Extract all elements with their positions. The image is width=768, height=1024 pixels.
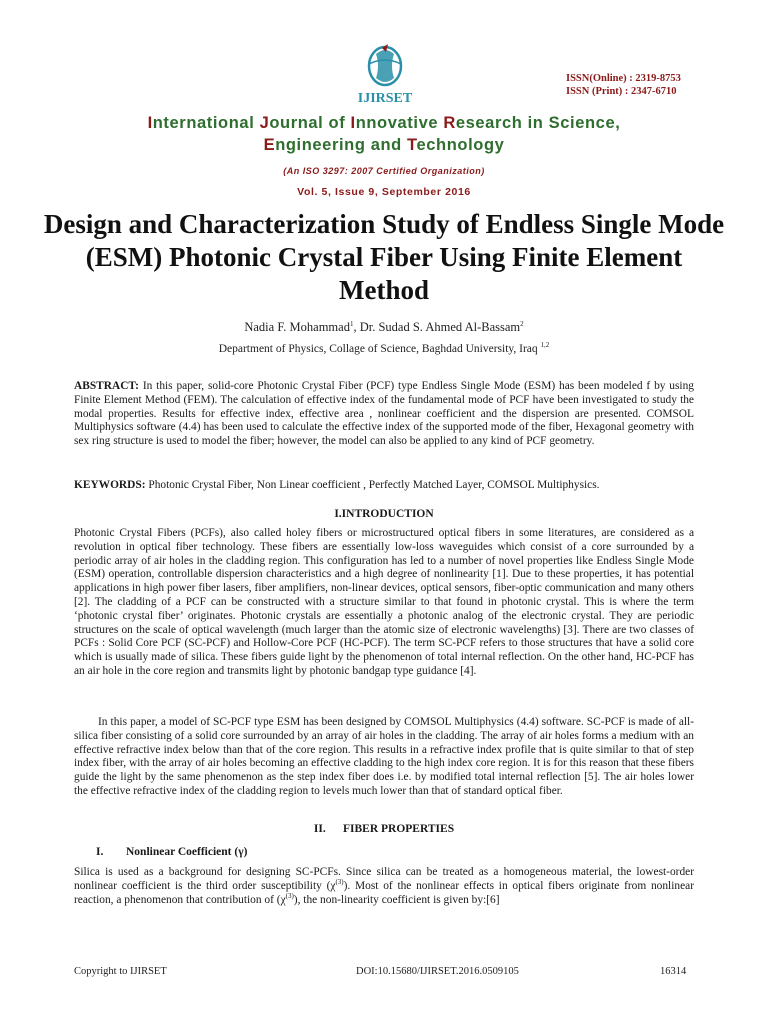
organization-note: (An ISO 3297: 2007 Certified Organization) — [283, 166, 485, 176]
journal-word: ournal of — [269, 114, 351, 132]
chi-symbol: χ — [280, 893, 286, 906]
section-heading-introduction: I.INTRODUCTION — [334, 508, 434, 520]
paragraph-text: ). Most of the nonlinear effects in optical fibers originate from nonlinear reaction, a phenomenon that contribution of ( — [74, 879, 694, 906]
subsection-title: Nonlinear Coefficient (γ) — [126, 846, 248, 858]
journal-word: nternational — [152, 114, 260, 132]
issn-block — [566, 72, 681, 98]
affiliation-superscript: 1,2 — [540, 341, 550, 350]
chi-superscript: (3) — [285, 891, 294, 900]
author-separator: , — [353, 320, 360, 334]
author-name: Dr. Sudad S. Ahmed Al-Bassam — [359, 320, 521, 334]
subsection-number: I. — [96, 846, 104, 858]
journal-word: nnovative — [355, 114, 444, 132]
keywords-label: KEYWORDS: — [74, 479, 146, 491]
chi-superscript: (3) — [335, 878, 344, 886]
intro-paragraph-2: In this paper, a model of SC-PCF type ESM has been designed by COMSOL Multiphysics (4.4) software. SC-PCF is made of all-silica fiber consisting of a solid core surrounded by an array of air holes in the cladding. The array of air holes forms a medium with an effective refractive index below than that of the core region. This results in a refractive index profile that is quite similar to that of step index fiber, with the array of air holes becoming an effective cladding to the high index core region. It is for this reason that these fibers guide the light by the same phenomenon as the step index fiber does i.e. by modified total internal reflection [5]. The air holes lower the effective refractive index of the cladding region to levels much lower than that of standard optical fiber. — [74, 716, 694, 797]
author-superscript: 1 — [349, 319, 354, 328]
section-heading-fiber-properties: II. FIBER PROPERTIES — [313, 823, 455, 835]
issn-online: ISSN(Online) : 2319-8753 — [566, 73, 681, 84]
journal-initial: T — [407, 136, 417, 154]
nonlinear-paragraph — [74, 866, 694, 907]
issn-print: ISSN (Print) : 2347-6710 — [566, 86, 677, 97]
journal-title-line-2 — [0, 134, 768, 156]
footer-page-number: 16314 — [660, 966, 687, 977]
intro-paragraph-1: Photonic Crystal Fibers (PCFs), also called holey fibers or microstructured optical fibers in some literatures, are considered as a revolution in optical fiber technology. These fibers are essentially low-loss waveguides which consist of a core surrounded by a periodic array of air holes in the cladding region. This configuration has led to a number of novel properties like Endless Single Mode (ESM) operation, controllable dispersion characteristics and a high degree of nonlinearity [1]. Due to these properties, it has potential applications in high power fiber lasers, fiber amplifiers, non-linear devices, optical sensors, fiber-optic communication and many others [2]. The cladding of a PCF can be constructed with a structure similar to that found in photonic crystal. This is where the term ‘photonic crystal fiber’ originates. Photonic crystals are essentially a photonic analog of the electronic crystal. They are periodic structures on the scale of optical wavelength (much larger than the atomic size of electronic wavelengths) [3]. There are two classes of PCFs : Solid Core PCF (SC-PCF) and Hollow-Core PCF (HC-PCF). The term SC-PCF refers to those structures that have a solid core which is usually made of silica. These fibers guide light by the phenomenon of total internal reflection. On the other hand, HC-PCF has an air hole in the core region and transmits light by photonic bandgap type guidance [4]. — [74, 527, 694, 677]
footer-doi: DOI:10.15680/IJIRSET.2016.0509105 — [356, 966, 519, 977]
subsection-heading-nonlinear — [96, 846, 247, 858]
logo-text: IJIRSET — [357, 91, 413, 106]
globe-logo-icon — [340, 40, 430, 108]
affiliation-text: Department of Physics, Collage of Science, Baghdad University, Iraq — [218, 343, 541, 355]
keywords-text: Photonic Crystal Fiber, Non Linear coefficient , Perfectly Matched Layer, COMSOL Multiphysics. — [145, 479, 600, 491]
author-name: Nadia F. Mohammad — [244, 320, 350, 334]
chi-symbol: χ — [330, 879, 336, 892]
footer-copyright: Copyright to IJIRSET — [74, 966, 167, 977]
affiliation — [0, 343, 768, 355]
journal-word: esearch in Science, — [455, 114, 621, 132]
paragraph-text: ), the non-linearity coefficient is given by:[6] — [293, 893, 500, 906]
journal-title-line-1 — [0, 112, 768, 134]
journal-initial: J — [259, 114, 270, 132]
volume-issue: Vol. 5, Issue 9, September 2016 — [297, 186, 471, 198]
paper-title: Design and Characterization Study of Endless Single Mode (ESM) Photonic Crystal Fiber Using Finite Element Method — [43, 209, 725, 305]
abstract-label: ABSTRACT: — [74, 380, 139, 392]
journal-logo — [340, 40, 430, 108]
journal-word: ngineering and — [275, 136, 408, 154]
journal-initial: E — [263, 136, 276, 154]
paragraph-text: Silica is used as a background for designing SC-PCFs. Since silica can be treated as a homogeneous material, the lowest-order nonlinear coefficient is the third order susceptibility ( — [74, 866, 694, 892]
author-superscript: 2 — [520, 319, 524, 328]
authors — [0, 320, 768, 335]
journal-initial: I — [147, 114, 153, 132]
abstract — [74, 380, 694, 449]
journal-initial: R — [443, 114, 456, 132]
journal-initial: I — [350, 114, 356, 132]
abstract-text: In this paper, solid-core Photonic Crystal Fiber (PCF) type Endless Single Mode (ESM) has been modeled f by using Finite Element Method (FEM). The calculation of effective index of the fundamental mode of PCF have been investigated to study the modal properties. Results for effective index, effective area , nonlinear coefficient and the dispersion are presented. COMSOL Multiphysics software (4.4) has been used to calculate the effective index of the supported mode of the fiber, Hexagonal geometry with sex ring structure is used to model the fiber; however, the model can also be applied to any kind of PCF geometry. — [74, 380, 694, 448]
keywords — [74, 479, 694, 493]
journal-word: echnology — [416, 136, 505, 154]
journal-title — [0, 112, 768, 156]
